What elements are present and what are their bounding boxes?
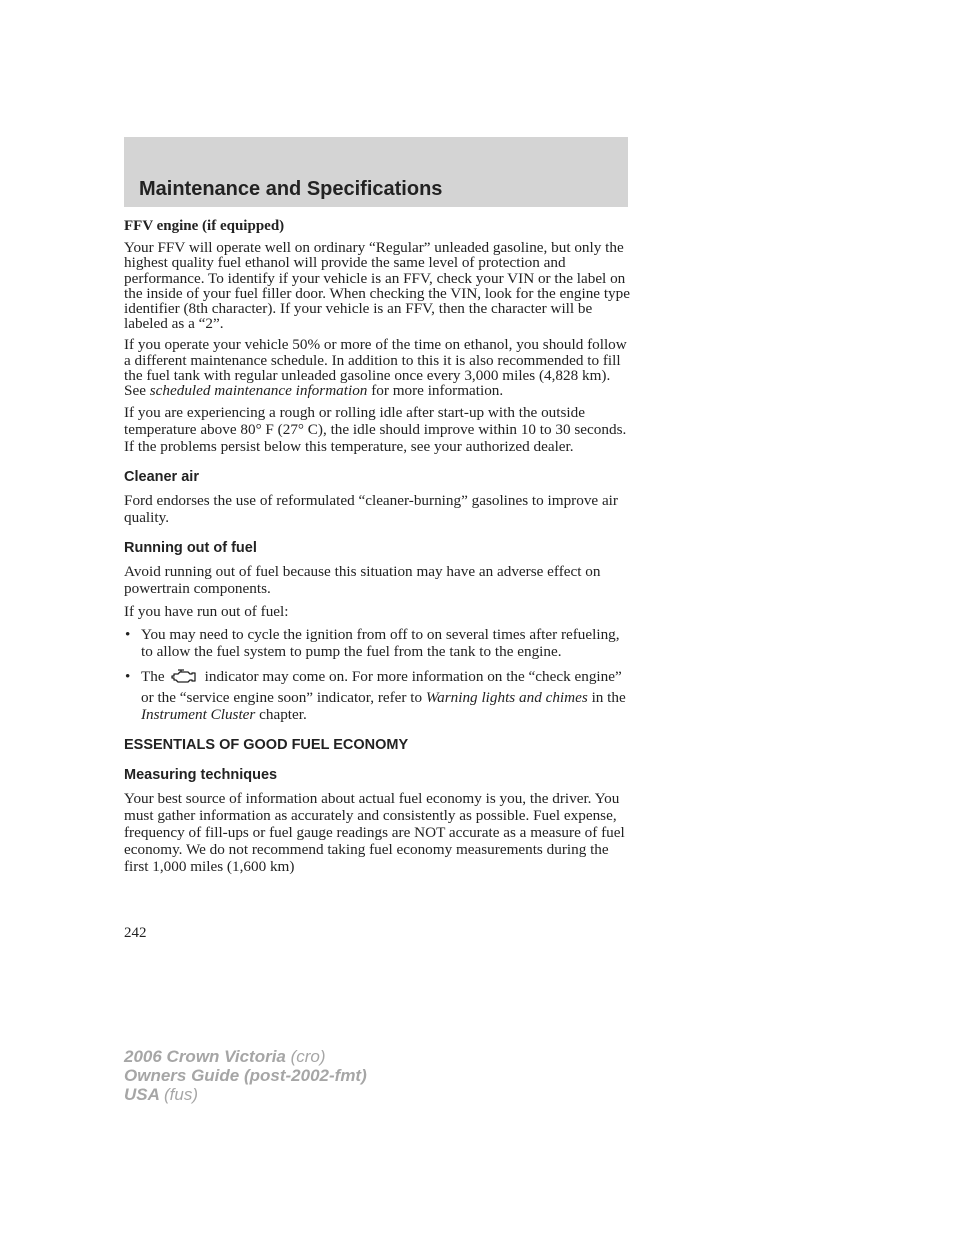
page-number: 242 [124, 925, 147, 941]
measuring-techniques-heading: Measuring techniques [124, 767, 278, 784]
footer-line-2: Owners Guide (post-2002-fmt) [124, 1066, 367, 1085]
ffv-p2-text-a: If you operate your vehicle 50% or more of the time on ethanol, you should follow a different maintenance schedule. In addition to this it is also recommended to fill the fuel tank with regular unleaded gasoline once every 3,000 miles (4,828 km). See [124, 336, 627, 400]
ffv-paragraph-1: Your FFV will operate well on ordinary “Regular” unleaded gasoline, but only the highest quality fuel ethanol will provide the same level of protection and performance. To identify if your vehicle is an FFV, check your VIN or the label on the inside of your fuel filler door. When checking the VIN, look for the engine type identifier (8th character). If your vehicle is an FFV, then the character will be labeled as a “2”. [124, 239, 630, 333]
bullet2-text-a: The [141, 668, 165, 686]
bullet2-text-d: chapter. [255, 706, 307, 724]
page-content [124, 219, 630, 881]
running-out-paragraph-1: Avoid running out of fuel because this situation may have an adverse effect on powertrain components. [124, 563, 601, 598]
bullet2-text-b: indicator may come on. For more information on the “check engine” or the “service engine soon” indicator, refer to [141, 668, 622, 707]
warning-lights-reference: Warning lights and chimes [425, 689, 588, 707]
essentials-heading: ESSENTIALS OF GOOD FUEL ECONOMY [124, 737, 409, 754]
footer-line-1 [124, 1047, 367, 1066]
running-out-heading: Running out of fuel [124, 540, 257, 557]
ffv-heading: FFV engine (if equipped) [124, 218, 285, 234]
bullet2-text-c: in the [587, 689, 626, 707]
list-item [124, 668, 630, 723]
ffv-paragraph-2 [124, 337, 630, 398]
footer-market-code: (fus) [164, 1085, 198, 1104]
footer-model: 2006 Crown Victoria [124, 1047, 286, 1066]
document-footer [124, 1047, 367, 1104]
scheduled-maintenance-reference: scheduled maintenance information [149, 382, 368, 400]
list-item: • You may need to cycle the ignition from off to on several times after refueling, to allow the fuel system to pump the fuel from the tank to the engine. [124, 626, 630, 660]
page-title: Maintenance and Specifications [139, 178, 443, 200]
section-header-band [124, 137, 628, 207]
footer-line-3 [124, 1085, 367, 1104]
running-out-bullet-list [124, 626, 630, 723]
ffv-paragraph-3: If you are experiencing a rough or rolling idle after start-up with the outside temperature above 80° F (27° C), the idle should improve within 10 to 30 seconds. If the problems persist below this temperature, see your authorized dealer. [124, 404, 627, 456]
check-engine-icon [169, 668, 199, 689]
ffv-p2-text-b: for more information. [367, 382, 504, 400]
footer-model-code: (cro) [290, 1047, 326, 1066]
footer-market: USA [124, 1085, 160, 1104]
cleaner-air-heading: Cleaner air [124, 469, 199, 486]
instrument-cluster-reference: Instrument Cluster [141, 706, 256, 724]
measuring-paragraph: Your best source of information about actual fuel economy is you, the driver. You must gather information as accurately and consistently as possible. Fuel expense, frequency of fill-ups or fuel gauge readings are NOT accurate as a measure of fuel economy. We do not recommend taking fuel economy measurements during the first 1,000 miles (1,600 km) [124, 790, 625, 876]
cleaner-air-paragraph: Ford endorses the use of reformulated “cleaner-burning” gasolines to improve air quality. [124, 492, 618, 527]
running-out-paragraph-2: If you have run out of fuel: [124, 603, 289, 621]
